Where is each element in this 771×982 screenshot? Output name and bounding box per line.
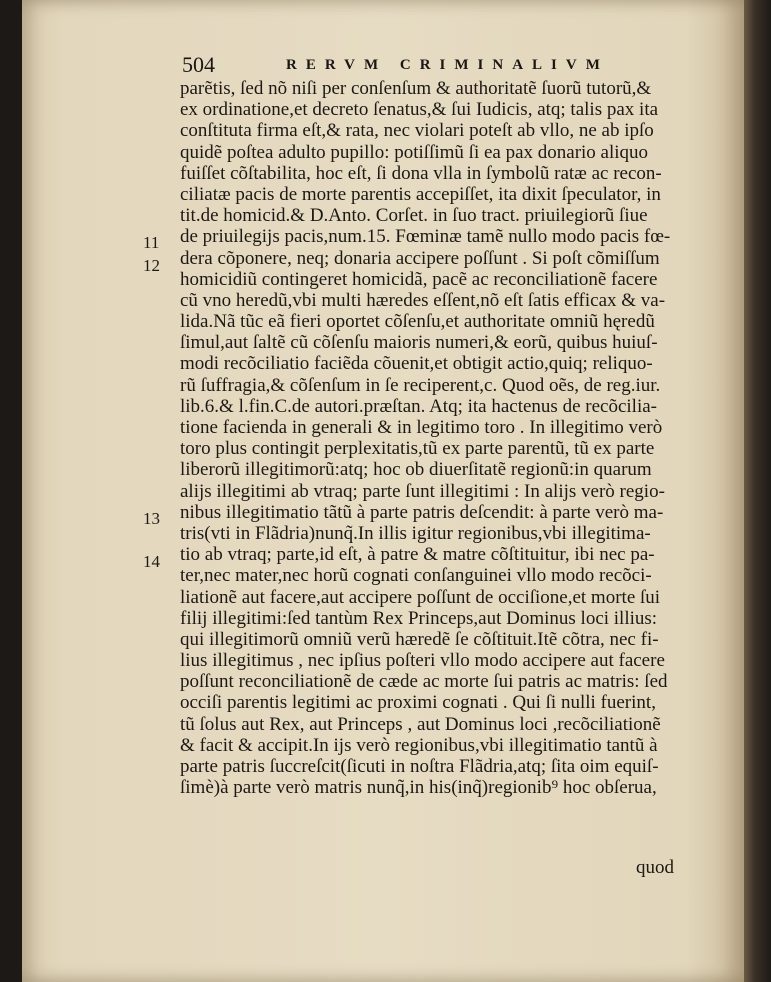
page-number: 504 xyxy=(182,52,215,77)
body-text xyxy=(180,78,700,798)
text-line: poſſunt reconciliationẽ de cæde ac morte ſui patris ac matris: ſed xyxy=(180,671,668,693)
text-line: liberorũ illegitimorũ:atq; hoc ob diuerſitatẽ regionũ:in quarum xyxy=(180,459,652,481)
margin-number: 11 xyxy=(143,233,160,252)
text-line: tũ ſolus aut Rex, aut Princeps , aut Dominus loci ,recõciliationẽ xyxy=(180,713,661,735)
text-line: ciliatæ pacis de morte parentis accepiſſet, ita dixit ſpeculator, in xyxy=(180,183,661,205)
text-line: ſimè)à parte verò matris nunq̃,in his(inq̃)regionib⁹ hoc obſerua, xyxy=(180,777,657,799)
text-line: fuiſſet cõſtabilita, hoc eſt, ſi dona vlla in ſymbolũ ratæ ac recon- xyxy=(180,162,662,184)
text-line: de priuilegijs pacis,num.15. Fœminæ tamẽ nullo modo pacis fœ- xyxy=(180,226,671,248)
text-line: lida.Nã tũc eã fieri oportet cõſenſu,et authoritate omniũ hęredũ xyxy=(180,311,655,333)
text-line: tit.de homicid.& D.Anto. Corſet. in ſuo tract. priuilegiorũ ſiue xyxy=(180,205,648,227)
text-line: ter,nec mater,nec horũ cognati conſanguinei vllo modo recõci- xyxy=(180,565,652,587)
text-line: tione facienda in generali & in legitimo toro . In illegitimo verò xyxy=(180,417,663,438)
margin-number: 13 xyxy=(143,509,160,528)
text-line: parẽtis, ſed nõ niſi per conſenſum & authoritatẽ ſuorũ tutorũ,& xyxy=(180,78,652,99)
text-line: modi recõciliatio faciẽda cõuenit,et obtigit actio,quiq; reliquo- xyxy=(180,353,653,375)
text-line: ex ordinatione,et decreto ſenatus,& ſui Iudicis, atq; talis pax ita xyxy=(180,99,659,121)
text-line: liationẽ aut facere,aut accipere poſſunt de occiſione,et morte ſui xyxy=(180,586,661,608)
text-line: quidẽ poſtea adulto pupillo: potiſſimũ ſi ea pax donario aliquo xyxy=(180,141,649,163)
margin-number: 12 xyxy=(143,256,160,275)
catchword: quod xyxy=(636,857,674,878)
running-head: RERVM CRIMINALIVM xyxy=(286,57,609,73)
text-line: cũ vno heredũ,vbi multi hæredes eſſent,nõ eſt ſatis efficax & va- xyxy=(180,289,666,311)
text-line: alijs illegitimi ab vtraq; parte ſunt illegitimi : In alijs verò regio- xyxy=(180,480,665,502)
text-line: tio ab vtraq; parte,id eſt, à patre & matre cõſtituitur, ibi nec pa- xyxy=(180,544,655,566)
text-line: rũ ſuffragia,& cõſenſum in ſe reciperent,c. Quod oẽs, de reg.iur. xyxy=(180,374,661,396)
text-line: conſtituta firma eſt,& rata, nec violari poteſt ab vllo, ne ab ipſo xyxy=(180,120,654,142)
text-line: parte patris ſuccreſcit(ſicuti in noſtra Flãdria,atq; ſita oim equiſ- xyxy=(180,756,659,777)
text-line: & facit & accipit.In ijs verò regionibus,vbi illegitimatio tantũ à xyxy=(180,734,658,756)
text-line: lius illegitimus , nec ipſius poſteri vllo modo accipere aut facere xyxy=(180,650,665,672)
text-line: ſimul,aut ſaltẽ cũ cõſenſu maioris numeri,& eorũ, quibus huiuſ- xyxy=(180,332,658,354)
text-line: toro plus contingit perplexitatis,tũ ex parte parentũ, tũ ex parte xyxy=(180,438,655,460)
text-line: homicidiũ contingeret homicidã, pacẽ ac reconciliationẽ facere xyxy=(180,268,658,290)
book-binding-edge xyxy=(744,0,771,982)
text-line: dera cõponere, neq; donaria accipere poſſunt . Si poſt cõmiſſum xyxy=(180,247,660,269)
margin-number: 14 xyxy=(143,552,160,571)
dark-background-left xyxy=(0,0,22,982)
text-line: qui illegitimorũ omniũ verũ hæredẽ ſe cõſtituit.Itẽ cõtra, nec fi- xyxy=(180,628,659,650)
text-line: nibus illegitimatio tãtũ à parte patris deſcendit: à parte verò ma- xyxy=(180,501,664,523)
text-line: lib.6.& l.fin.C.de autori.præſtan. Atq; ita hactenus de recõcilia- xyxy=(180,395,657,417)
text-line: tris(vti in Flãdria)nunq̃.In illis igitur regionibus,vbi illegitima- xyxy=(180,522,651,544)
text-line: occiſi parentis legitimi ac proximi cognati . Qui ſi nulli fuerint, xyxy=(180,692,656,714)
text-line: filij illegitimi:ſed tantùm Rex Princeps,aut Dominus loci illius: xyxy=(180,607,658,629)
